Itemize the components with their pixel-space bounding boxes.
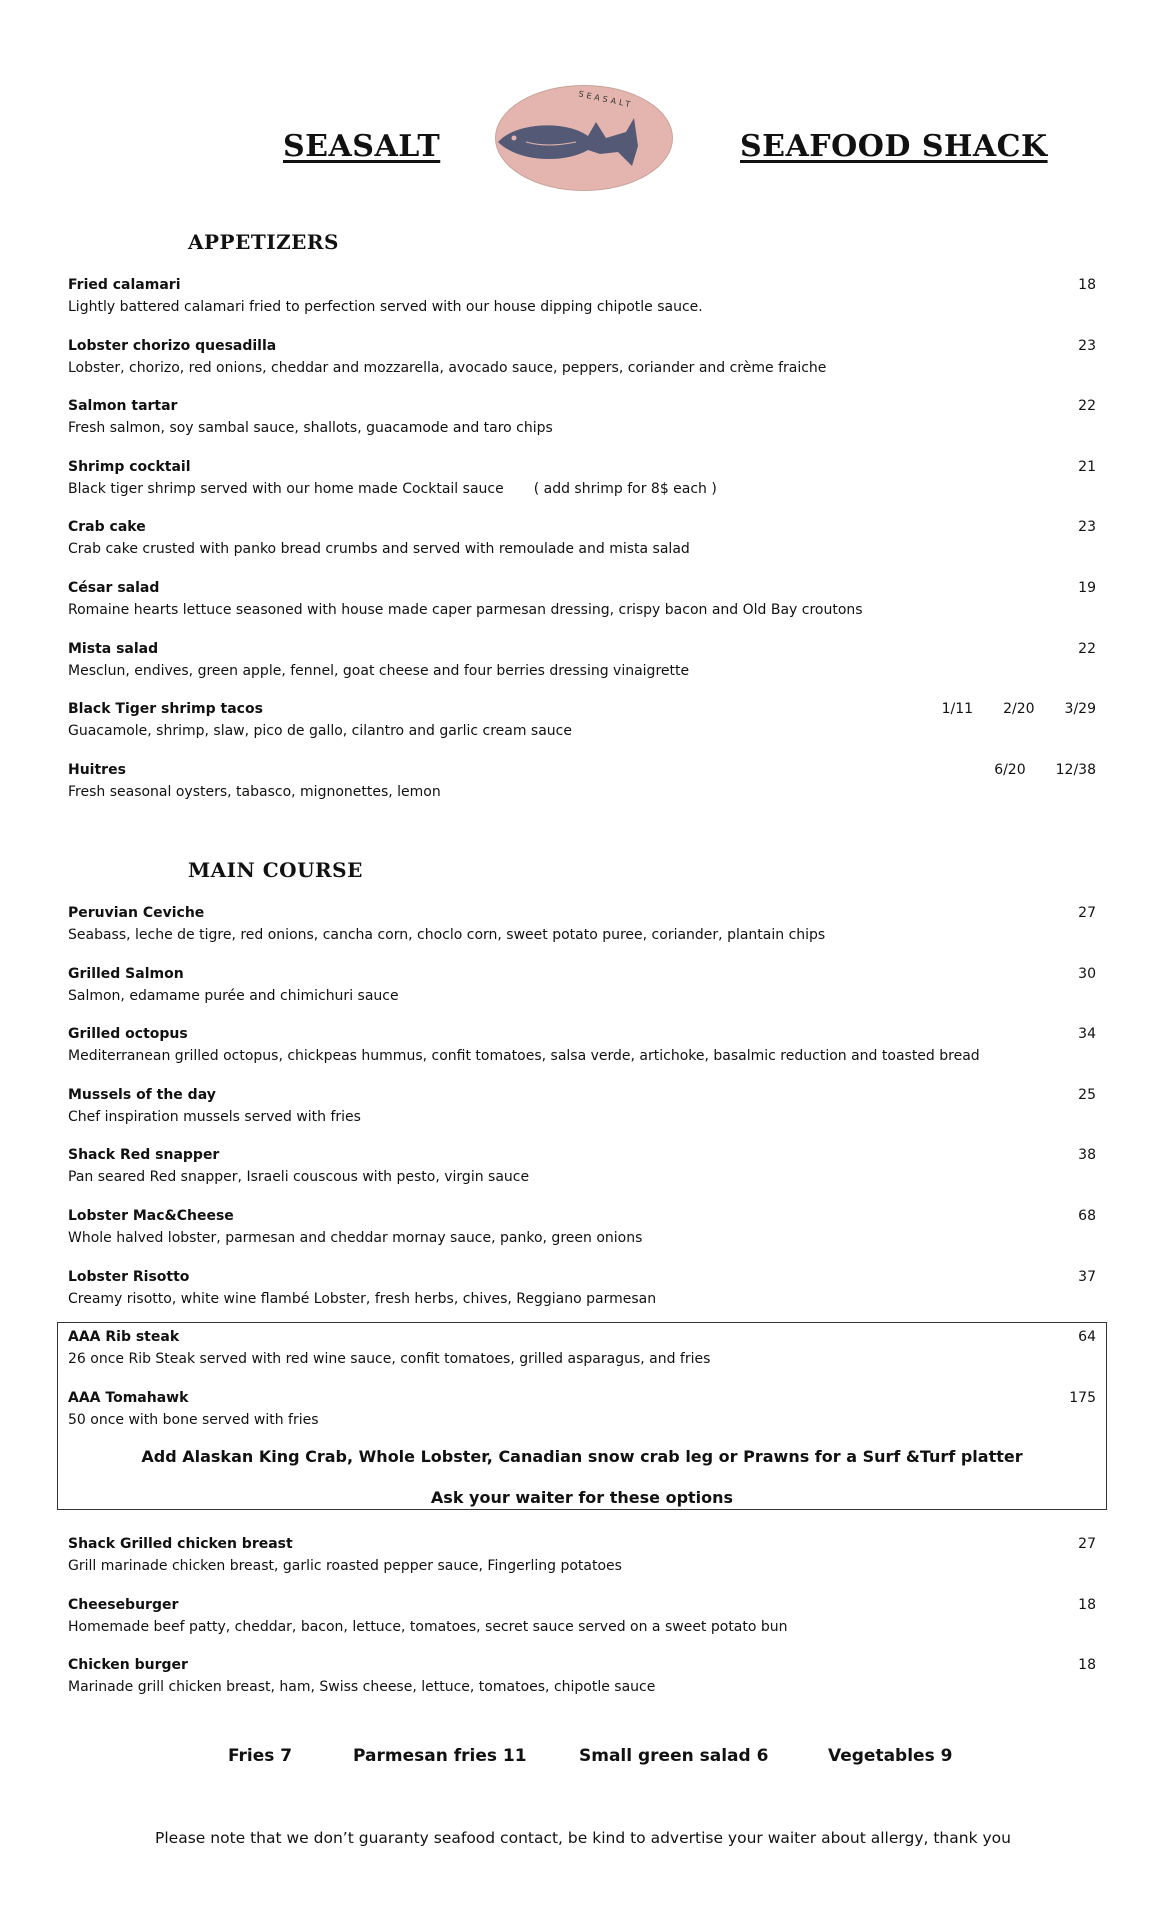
item-price: 23 xyxy=(1078,337,1096,354)
item-name: Lobster Risotto xyxy=(68,1268,190,1285)
side-item: Vegetables 9 xyxy=(828,1746,953,1766)
item-name: Lobster chorizo quesadilla xyxy=(68,337,277,354)
main-course-list xyxy=(68,905,1096,1329)
item-price-options xyxy=(994,762,1096,778)
item-price: 37 xyxy=(1078,1268,1096,1285)
item-price: 30 xyxy=(1078,965,1096,982)
menu-item xyxy=(68,580,1096,641)
item-name: Huitres xyxy=(68,761,126,778)
main-course-list-continued xyxy=(68,1536,1096,1718)
item-price: 18 xyxy=(1078,277,1096,293)
item-price: 27 xyxy=(1078,905,1096,921)
item-description xyxy=(68,481,717,497)
item-description: Guacamole, shrimp, slaw, pico de gallo, cilantro and garlic cream sauce xyxy=(68,723,572,740)
side-item: Parmesan fries 11 xyxy=(353,1746,527,1766)
item-description: Fresh seasonal oysters, tabasco, mignonettes, lemon xyxy=(68,783,441,800)
item-name: Shack Grilled chicken breast xyxy=(68,1536,293,1552)
item-price: 18 xyxy=(1078,1657,1096,1674)
price-option: 2/20 xyxy=(1003,701,1035,718)
item-description: Mesclun, endives, green apple, fennel, goat cheese and four berries dressing vinaigrette xyxy=(68,662,690,679)
menu-item xyxy=(68,1087,1096,1148)
item-price: 27 xyxy=(1078,1536,1096,1552)
menu-item xyxy=(68,1026,1096,1087)
item-description: Crab cake crusted with panko bread crumbs and served with remoulade and mista salad xyxy=(68,541,690,558)
item-note: ( add shrimp for 8$ each ) xyxy=(533,480,717,497)
item-name: AAA Rib steak xyxy=(68,1329,180,1345)
item-price-options xyxy=(942,701,1096,717)
item-description-text: Black tiger shrimp served with our home made Cocktail sauce xyxy=(68,480,504,497)
item-name: Fried calamari xyxy=(68,277,181,293)
item-description: Mediterranean grilled octopus, chickpeas hummus, confit tomatoes, salsa verde, artichoke, basalmic reduction and toasted bread xyxy=(68,1048,980,1065)
item-name: Shack Red snapper xyxy=(68,1147,220,1164)
item-price: 19 xyxy=(1078,579,1096,596)
item-name: Grilled Salmon xyxy=(68,965,184,982)
restaurant-subtitle: SEAFOOD SHACK xyxy=(740,129,1048,164)
side-item: Fries 7 xyxy=(228,1746,293,1766)
item-name: Mussels of the day xyxy=(68,1086,216,1103)
menu-item xyxy=(68,1147,1096,1208)
fish-icon xyxy=(496,112,672,172)
item-price: 64 xyxy=(1078,1329,1096,1345)
menu-item xyxy=(68,519,1096,580)
price-option: 12/38 xyxy=(1055,761,1096,778)
item-price: 175 xyxy=(1069,1390,1096,1406)
appetizers-list xyxy=(68,277,1096,822)
menu-item xyxy=(68,277,1096,338)
menu-item xyxy=(68,762,1096,823)
menu-item xyxy=(68,1657,1096,1718)
item-price: 22 xyxy=(1078,640,1096,657)
price-option: 1/11 xyxy=(941,701,974,718)
logo-wordmark: SEASALT xyxy=(577,89,634,110)
menu-item xyxy=(68,1269,1096,1330)
menu-item xyxy=(68,905,1096,966)
restaurant-name: SEASALT xyxy=(283,129,441,164)
menu-item xyxy=(68,1208,1096,1269)
item-name: Crab cake xyxy=(68,519,146,536)
item-description: 50 once with bone served with fries xyxy=(68,1412,319,1428)
item-description: Chef inspiration mussels served with fries xyxy=(68,1108,361,1125)
item-description: Pan seared Red snapper, Israeli couscous with pesto, virgin sauce xyxy=(68,1169,530,1186)
menu-item xyxy=(68,966,1096,1027)
item-description: Lightly battered calamari fried to perfection served with our house dipping chipotle sauce. xyxy=(68,299,703,315)
menu-item xyxy=(68,701,1096,762)
item-name: Chicken burger xyxy=(68,1657,188,1674)
item-description: Fresh salmon, soy sambal sauce, shallots, guacamode and taro chips xyxy=(68,420,553,437)
item-price: 68 xyxy=(1078,1207,1096,1224)
menu-item xyxy=(68,398,1096,459)
menu-item xyxy=(68,1536,1096,1597)
menu-item xyxy=(68,1390,1096,1451)
sides-row xyxy=(0,1746,1166,1776)
menu-item xyxy=(68,338,1096,399)
item-description: Romaine hearts lettuce seasoned with house made caper parmesan dressing, crispy bacon and Old Bay croutons xyxy=(68,601,863,618)
item-price: 23 xyxy=(1078,519,1096,536)
item-price: 22 xyxy=(1078,398,1096,415)
allergy-note: Please note that we don’t guaranty seafood contact, be kind to advertise your waiter about allergy, thank you xyxy=(155,1829,1011,1847)
item-name: Lobster Mac&Cheese xyxy=(68,1207,234,1224)
item-name: Cheeseburger xyxy=(68,1596,179,1613)
steak-box xyxy=(57,1322,1107,1510)
item-name: Grilled octopus xyxy=(68,1026,188,1043)
menu-item xyxy=(68,1329,1096,1390)
price-option: 3/29 xyxy=(1064,701,1096,718)
item-price: 25 xyxy=(1078,1086,1096,1103)
item-name: Black Tiger shrimp tacos xyxy=(68,701,263,718)
menu-item xyxy=(68,459,1096,520)
item-name: Peruvian Ceviche xyxy=(68,905,205,921)
menu-header xyxy=(0,85,1166,195)
item-name: Mista salad xyxy=(68,640,159,657)
fish-logo xyxy=(495,85,673,191)
item-description: Seabass, leche de tigre, red onions, cancha corn, choclo corn, sweet potato puree, coriander, plantain chips xyxy=(68,927,826,943)
item-description: Grill marinade chicken breast, garlic roasted pepper sauce, Fingerling potatoes xyxy=(68,1558,622,1574)
item-name: César salad xyxy=(68,579,160,596)
item-price: 38 xyxy=(1078,1147,1096,1164)
item-description: Lobster, chorizo, red onions, cheddar and mozzarella, avocado sauce, peppers, coriander and crème fraiche xyxy=(68,359,827,376)
side-item: Small green salad 6 xyxy=(579,1746,769,1766)
menu-item xyxy=(68,641,1096,702)
item-price: 21 xyxy=(1078,458,1096,475)
item-name: Salmon tartar xyxy=(68,398,178,415)
item-price: 18 xyxy=(1078,1596,1096,1613)
price-option: 6/20 xyxy=(994,761,1026,778)
item-price: 34 xyxy=(1078,1026,1096,1043)
item-description: Creamy risotto, white wine flambé Lobster, fresh herbs, chives, Reggiano parmesan xyxy=(68,1290,657,1307)
appetizers-heading: APPETIZERS xyxy=(188,230,339,254)
item-description: Salmon, edamame purée and chimichuri sauce xyxy=(68,987,399,1004)
surf-turf-addon: Add Alaskan King Crab, Whole Lobster, Canadian snow crab leg or Prawns for a Surf &Turf platter xyxy=(141,1447,1023,1466)
item-description: Marinade grill chicken breast, ham, Swiss cheese, lettuce, tomatoes, chipotle sauce xyxy=(68,1679,656,1696)
menu-item xyxy=(68,1597,1096,1658)
item-name: Shrimp cocktail xyxy=(68,458,191,475)
ask-waiter-note: Ask your waiter for these options xyxy=(430,1488,734,1507)
item-description: 26 once Rib Steak served with red wine sauce, confit tomatoes, grilled asparagus, and fries xyxy=(68,1351,711,1367)
item-description: Whole halved lobster, parmesan and cheddar mornay sauce, panko, green onions xyxy=(68,1229,643,1246)
item-name: AAA Tomahawk xyxy=(68,1390,189,1406)
item-description: Homemade beef patty, cheddar, bacon, lettuce, tomatoes, secret sauce served on a sweet potato bun xyxy=(68,1618,788,1635)
main-course-heading: MAIN COURSE xyxy=(188,858,363,882)
